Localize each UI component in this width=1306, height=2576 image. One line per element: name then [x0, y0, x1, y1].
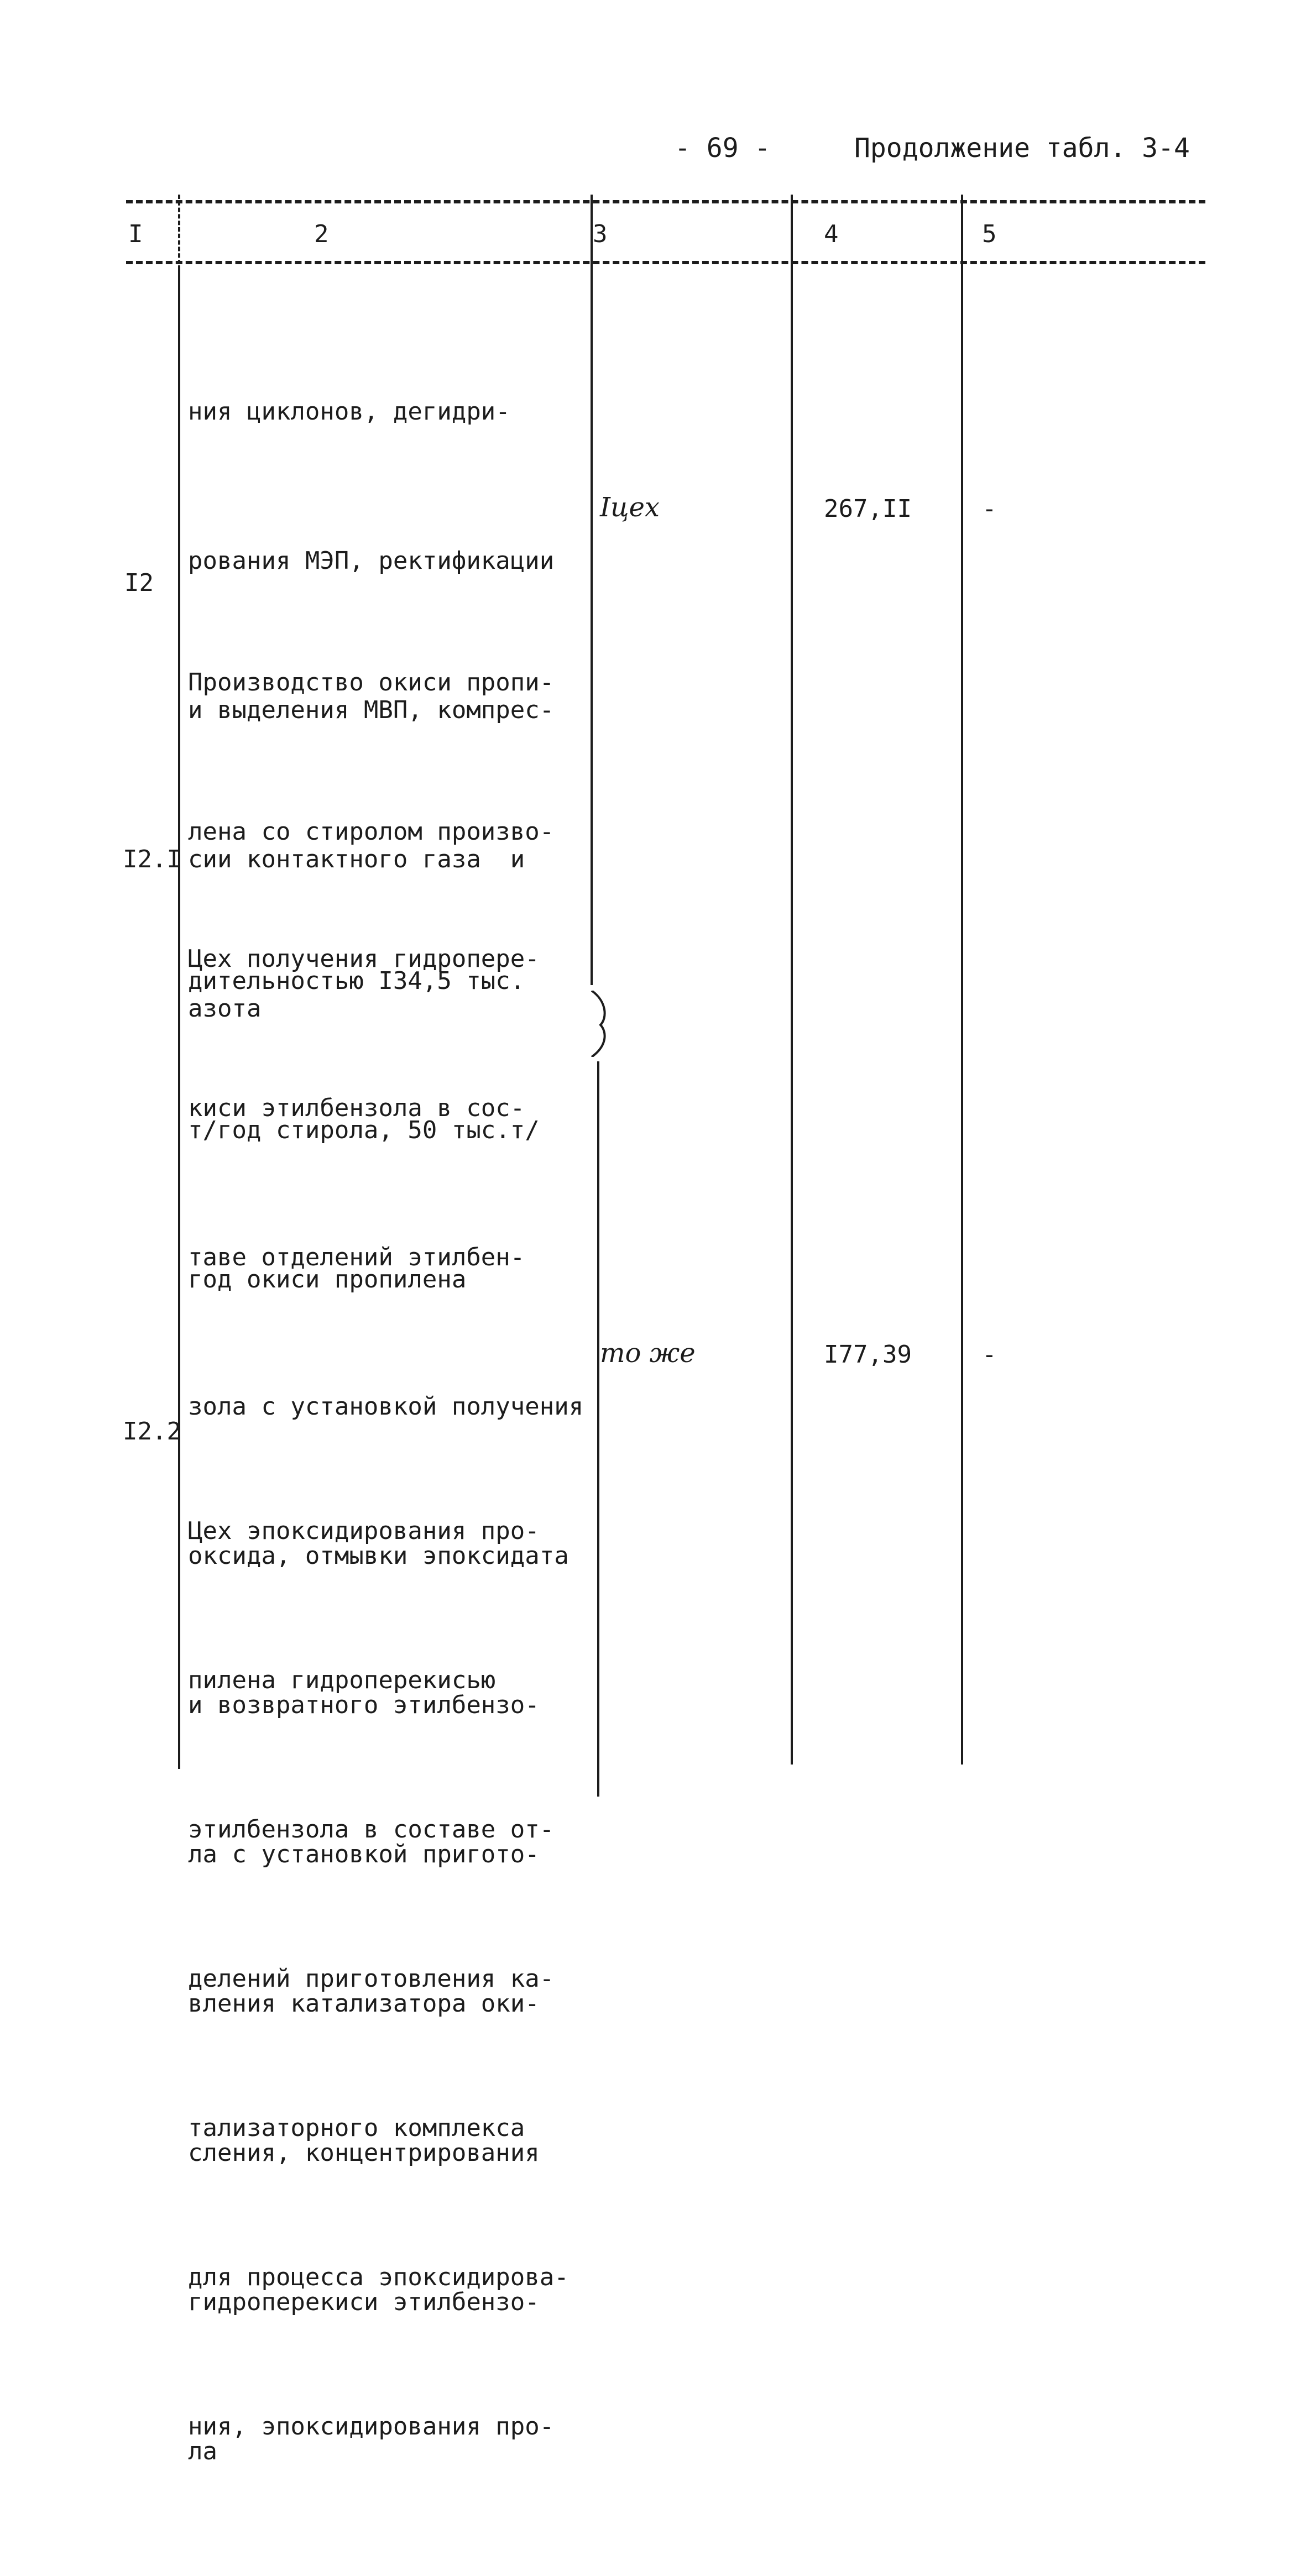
text-line: Цех получения гидропере-	[188, 945, 540, 973]
table-top-rule	[126, 200, 1205, 203]
row-column-5: -	[982, 1341, 997, 1369]
text-line: тализаторного комплекса	[188, 2114, 525, 2142]
column-divider-1-header	[178, 195, 180, 264]
text-line: ния, эпоксидирования про-	[188, 2412, 555, 2441]
text-line: дительностью I34,5 тыс.	[188, 967, 525, 995]
column-header-2: 2	[314, 220, 329, 248]
row-column-3: Iцех	[600, 492, 660, 523]
column-header-1: I	[128, 220, 143, 248]
text-line: Производство окиси пропи-	[188, 668, 555, 697]
text-line: делений приготовления ка-	[188, 1965, 555, 1993]
table-continuation-title: Продолжение табл. 3-4	[854, 133, 1190, 164]
text-line: рования МЭП, ректификации	[188, 547, 555, 575]
text-line: ла	[188, 2437, 217, 2465]
row-number: I2	[124, 569, 154, 597]
text-line: киси этилбензола в сос-	[188, 1094, 525, 1122]
text-line: сления, концентрирования	[188, 2139, 540, 2167]
page-header	[675, 133, 1190, 226]
row-column-3: то же	[600, 1338, 696, 1369]
text-line: гидроперекиси этилбензо-	[188, 2288, 540, 2316]
column-header-4: 4	[824, 220, 839, 248]
text-line: год окиси пропилена	[188, 1265, 467, 1294]
table-header-rule	[126, 261, 1205, 264]
column-divider-4	[961, 195, 963, 1765]
row-description	[188, 1407, 597, 2551]
text-line: Цех эпоксидирования про-	[188, 1517, 540, 1545]
row-column-5: -	[982, 495, 997, 523]
column-divider-2-lower	[597, 1061, 599, 1797]
text-line: т/год стирола, 50 тыс.т/	[188, 1116, 540, 1144]
text-line: ла с установкой пригото-	[188, 1840, 540, 1868]
text-line: оксида, отмывки эпоксидата	[188, 1542, 569, 1570]
row-number: I2.2	[123, 1417, 181, 1446]
row-column-4: I77,39	[824, 1341, 912, 1369]
text-line: азота	[188, 994, 262, 1023]
text-line: и возвратного этилбензо-	[188, 1691, 540, 1719]
text-line: зола с установкой получения	[188, 1392, 584, 1421]
text-line: таве отделений этилбен-	[188, 1243, 525, 1271]
text-line: ния циклонов, дегидри-	[188, 397, 510, 426]
column-header-5: 5	[982, 220, 997, 248]
text-line: для процесса эпоксидирова-	[188, 2263, 569, 2291]
text-line: этилбензола в составе от-	[188, 1815, 555, 1844]
column-divider-1	[178, 265, 180, 1769]
row-column-4: 267,II	[824, 495, 912, 523]
text-line: сии контактного газа и	[188, 845, 525, 873]
text-line: и выделения МВП, компрес-	[188, 696, 555, 724]
text-line: пилена гидроперекисью	[188, 1666, 496, 1694]
row-number: I2.I	[123, 845, 181, 873]
column-divider-3	[791, 195, 793, 1765]
text-line: лена со стиролом произво-	[188, 818, 555, 846]
column-header-3: 3	[593, 220, 608, 248]
page-number: - 69 -	[675, 133, 771, 164]
text-line: вления катализатора оки-	[188, 1989, 540, 2018]
